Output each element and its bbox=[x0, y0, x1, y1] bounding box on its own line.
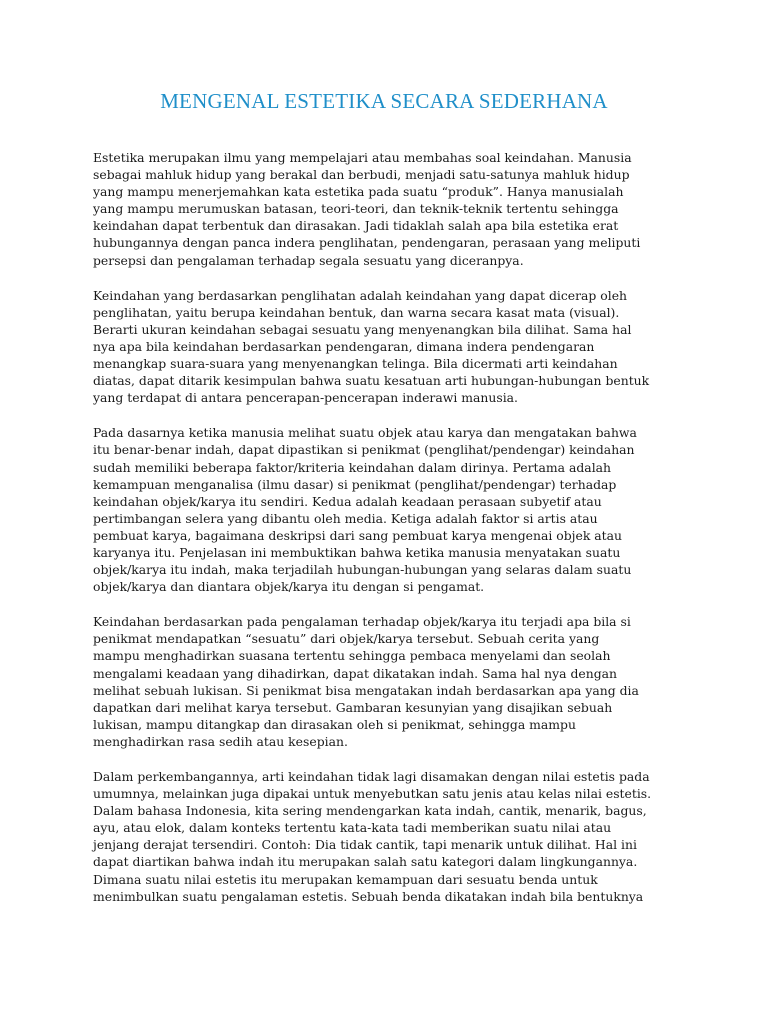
text-line: melihat sebuah lukisan. Si penikmat bisa mengatakan indah berdasarkan apa yang dia bbox=[93, 682, 639, 698]
text-line: keindahan dapat terbentuk dan dirasakan. Jadi tidaklah salah apa bila estetika erat bbox=[93, 218, 619, 234]
text-line: yang terdapat di antara pencerapan-pencerapan inderawi manusia. bbox=[93, 390, 518, 406]
document-body bbox=[93, 149, 683, 923]
document-title: MENGENAL ESTETIKA SECARA SEDERHANA bbox=[160, 89, 608, 113]
text-line: mampu menghadirkan suasana tertentu sehingga pembaca menyelami dan seolah bbox=[93, 648, 611, 664]
text-line: karyanya itu. Penjelasan ini membuktikan bahwa ketika manusia menyatakan suatu bbox=[93, 544, 621, 560]
text-line: objek/karya itu indah, maka terjadilah hubungan-hubungan yang selaras dalam suatu bbox=[93, 562, 632, 578]
text-line: menghadirkan rasa sedih atau kesepian. bbox=[93, 733, 348, 749]
text-line: yang mampu merumuskan batasan, teori-teori, dan teknik-teknik tertentu sehingga bbox=[93, 201, 619, 217]
text-line: menimbulkan suatu pengalaman estetis. Sebuah benda dikatakan indah bila bentuknya bbox=[93, 888, 644, 904]
text-line: Pada dasarnya ketika manusia melihat suatu objek atau karya dan mengatakan bahwa bbox=[93, 425, 637, 441]
text-line: sebagai mahluk hidup yang berakal dan berbudi, menjadi satu-satunya mahluk hidup bbox=[93, 167, 630, 183]
paragraph bbox=[93, 287, 683, 407]
text-line: Keindahan berdasarkan pada pengalaman terhadap objek/karya itu terjadi apa bila si bbox=[93, 614, 631, 630]
text-line: keindahan objek/karya itu sendiri. Kedua adalah keadaan perasaan subyetif atau bbox=[93, 493, 602, 509]
text-line: hubungannya dengan panca indera penglihatan, pendengaran, perasaan yang meliputi bbox=[93, 235, 641, 251]
text-line: Dalam bahasa Indonesia, kita sering mendengarkan kata indah, cantik, menarik, bagus, bbox=[93, 803, 647, 819]
text-line: menangkap suara-suara yang menyenangkan telinga. Bila dicermati arti keindahan bbox=[93, 356, 618, 372]
text-line: Dimana suatu nilai estetis itu merupakan kemampuan dari sesuatu benda untuk bbox=[93, 871, 598, 887]
text-line: pertimbangan selera yang dibantu oleh media. Ketiga adalah faktor si artis atau bbox=[93, 510, 598, 526]
text-line: pembuat karya, bagaimana deskripsi dari sang pembuat karya mengenai objek atau bbox=[93, 527, 623, 543]
text-line: mengalami keadaan yang dihadirkan, dapat dikatakan indah. Sama hal nya dengan bbox=[93, 665, 618, 681]
text-line: Berarti ukuran keindahan sebagai sesuatu yang menyenangkan bila dilihat. Sama hal bbox=[93, 321, 632, 337]
text-line: yang mampu menerjemahkan kata estetika pada suatu “produk”. Hanya manusialah bbox=[93, 184, 624, 200]
paragraph bbox=[93, 424, 683, 595]
text-line: objek/karya dan diantara objek/karya itu dengan si pengamat. bbox=[93, 579, 485, 595]
text-line: umumnya, melainkan juga dipakai untuk menyebutkan satu jenis atau kelas nilai estetis. bbox=[93, 786, 652, 802]
text-line: jenjang derajat tersendiri. Contoh: Dia tidak cantik, tapi menarik untuk dilihat. Hal ini bbox=[93, 837, 637, 853]
text-line: penglihatan, yaitu berupa keindahan bentuk, dan warna secara kasat mata (visual). bbox=[93, 304, 620, 320]
text-line: diatas, dapat ditarik kesimpulan bahwa suatu kesatuan arti hubungan-hubungan bentuk bbox=[93, 373, 650, 389]
text-line: nya apa bila keindahan berdasarkan pendengaran, dimana indera pendengaran bbox=[93, 338, 595, 354]
paragraph bbox=[93, 613, 683, 750]
text-line: Dalam perkembangannya, arti keindahan tidak lagi disamakan dengan nilai estetis pada bbox=[93, 769, 650, 784]
text-line: penikmat mendapatkan “sesuatu” dari objek/karya tersebut. Sebuah cerita yang bbox=[93, 631, 600, 647]
text-line: itu benar-benar indah, dapat dipastikan si penikmat (penglihat/pendengar) keindahan bbox=[93, 442, 635, 458]
text-line: ayu, atau elok, dalam konteks tertentu kata-kata tadi memberikan suatu nilai atau bbox=[93, 820, 612, 836]
paragraph bbox=[93, 149, 683, 269]
text-line: Estetika merupakan ilmu yang mempelajari atau membahas soal keindahan. Manusia bbox=[93, 150, 632, 165]
text-line: dapatkan dari melihat karya tersebut. Gambaran kesunyian yang disajikan sebuah bbox=[93, 699, 613, 715]
text-line: kemampuan menganalisa (ilmu dasar) si penikmat (penglihat/pendengar) terhadap bbox=[93, 476, 617, 492]
paragraph bbox=[93, 768, 683, 905]
text-line: sudah memiliki beberapa faktor/kriteria keindahan dalam dirinya. Pertama adalah bbox=[93, 459, 612, 475]
text-line: Keindahan yang berdasarkan penglihatan adalah keindahan yang dapat dicerap oleh bbox=[93, 287, 628, 303]
text-line: dapat diartikan bahwa indah itu merupakan salah satu kategori dalam lingkungannya. bbox=[93, 854, 638, 870]
text-line: lukisan, mampu ditangkap dan dirasakan oleh si penikmat, sehingga mampu bbox=[93, 716, 576, 732]
text-line: persepsi dan pengalaman terhadap segala sesuatu yang diceranpya. bbox=[93, 252, 524, 268]
